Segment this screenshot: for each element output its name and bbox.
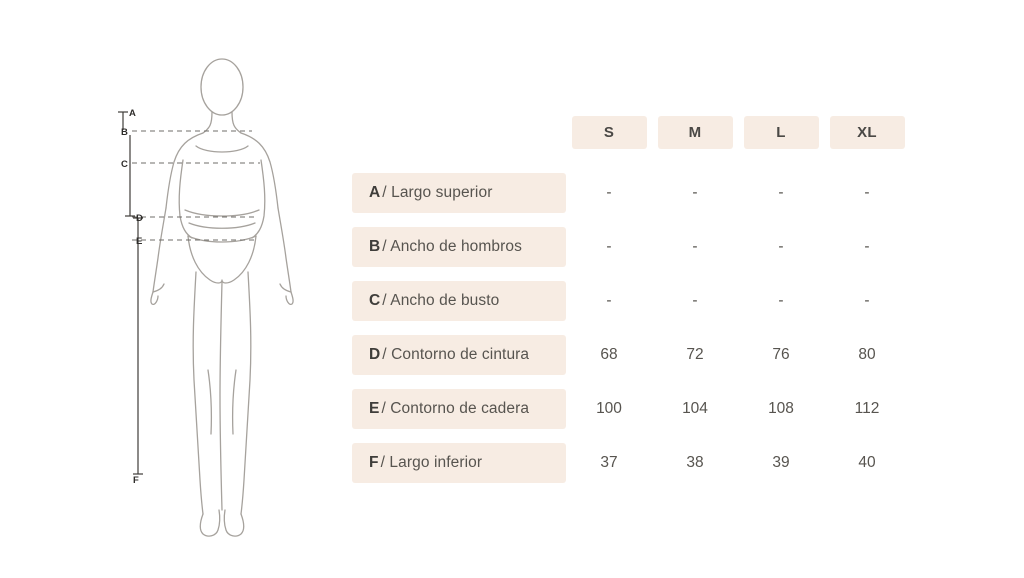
row-text-e: / Contorno de cadera [381, 400, 530, 417]
row-label-b [352, 227, 566, 267]
row-text-f: / Largo inferior [380, 454, 483, 471]
cell-b-s: - [606, 238, 612, 255]
cell-a-l: - [778, 184, 784, 201]
row-letter-b: B [369, 238, 381, 255]
cell-a-s: - [606, 184, 612, 201]
cell-f-l: 39 [772, 454, 790, 471]
table-row [352, 281, 912, 321]
cell-f-m: 38 [686, 454, 704, 471]
row-label-f [352, 443, 566, 483]
figure-illustration [100, 40, 340, 540]
size-header-xl [824, 116, 910, 149]
header-spacer [352, 112, 566, 152]
cell-f-xl: 40 [858, 454, 876, 471]
marker-d: D [136, 213, 143, 224]
row-letter-c: C [369, 292, 381, 309]
cell-a-xl: - [864, 184, 870, 201]
cell-e-m: 104 [682, 400, 708, 417]
body-figure-diagram [100, 40, 340, 540]
marker-f: F [133, 475, 139, 486]
size-header-m-label: M [658, 116, 733, 149]
marker-b: B [121, 127, 128, 138]
cell-d-s: 68 [600, 346, 618, 363]
row-label-c [352, 281, 566, 321]
size-header-s [566, 116, 652, 149]
table-row [352, 173, 912, 213]
cell-f-s: 37 [600, 454, 618, 471]
cell-e-xl: 112 [854, 400, 880, 417]
marker-e: E [136, 236, 143, 247]
cell-b-l: - [778, 238, 784, 255]
table-row [352, 227, 912, 267]
row-text-c: / Ancho de busto [382, 292, 500, 309]
table-row [352, 389, 912, 429]
marker-a: A [129, 108, 136, 119]
table-header-row [352, 112, 912, 152]
cell-d-l: 76 [772, 346, 790, 363]
row-text-b: / Ancho de hombros [382, 238, 522, 255]
measurement-labels [121, 108, 143, 486]
row-text-d: / Contorno de cintura [382, 346, 530, 363]
row-letter-a: A [369, 184, 381, 201]
row-letter-d: D [369, 346, 381, 363]
row-letter-e: E [369, 400, 380, 417]
measurement-guides [132, 131, 260, 240]
cell-e-s: 100 [596, 400, 622, 417]
size-header-s-label: S [572, 116, 647, 149]
row-text-a: / Largo superior [382, 184, 493, 201]
cell-e-l: 108 [768, 400, 794, 417]
cell-c-m: - [692, 292, 698, 309]
cell-c-l: - [778, 292, 784, 309]
size-header-m [652, 116, 738, 149]
marker-c: C [121, 159, 128, 170]
cell-c-xl: - [864, 292, 870, 309]
row-label-a [352, 173, 566, 213]
row-letter-f: F [369, 454, 379, 471]
table-row [352, 335, 912, 375]
row-label-d [352, 335, 566, 375]
size-chart-table [352, 112, 912, 497]
row-label-e [352, 389, 566, 429]
table-row [352, 443, 912, 483]
size-header-xl-label: XL [830, 116, 905, 149]
cell-c-s: - [606, 292, 612, 309]
cell-d-m: 72 [686, 346, 704, 363]
size-header-l [738, 116, 824, 149]
size-header-l-label: L [744, 116, 819, 149]
cell-b-xl: - [864, 238, 870, 255]
cell-b-m: - [692, 238, 698, 255]
cell-a-m: - [692, 184, 698, 201]
cell-d-xl: 80 [858, 346, 876, 363]
